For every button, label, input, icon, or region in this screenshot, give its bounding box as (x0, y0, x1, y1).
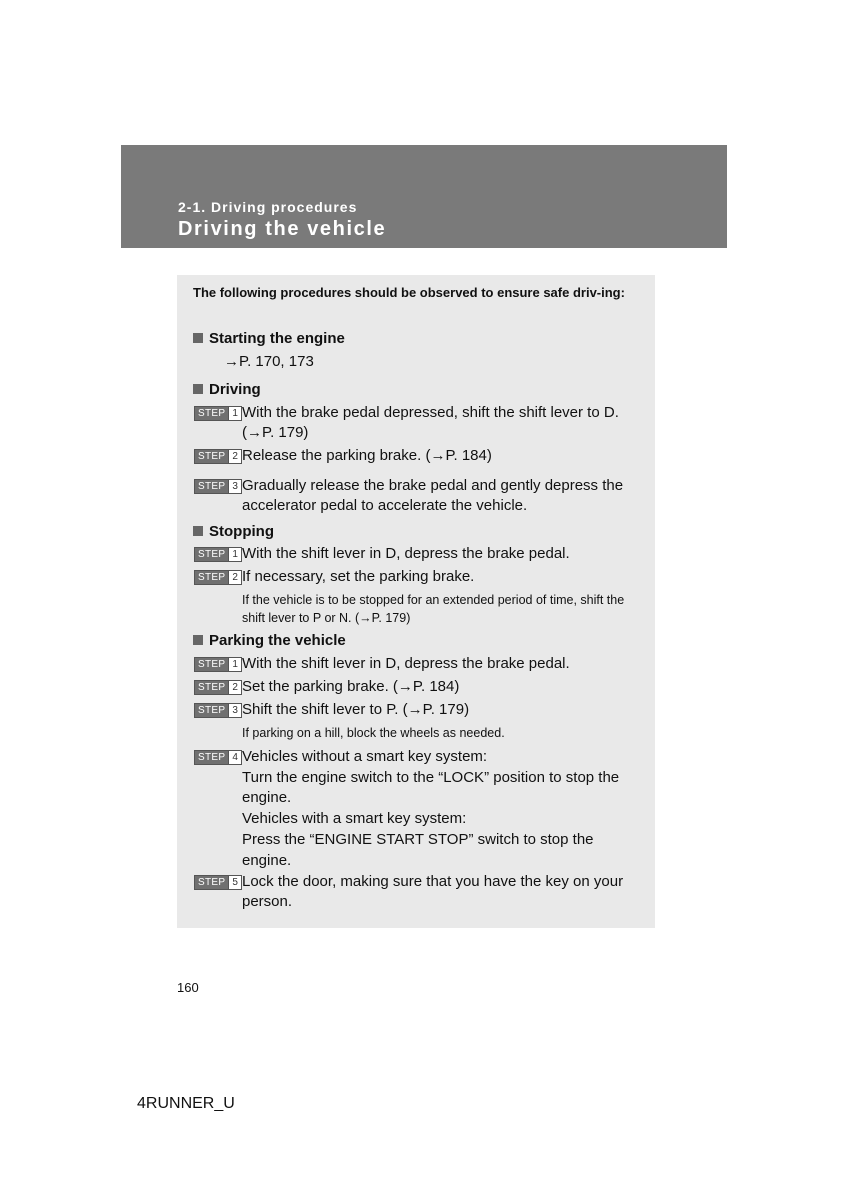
parking-step-3-text: Shift the shift lever to P. (→P. 179) (242, 701, 470, 718)
driving-step-3-text: Gradually release the brake pedal and gently depress the accelerator pedal to accelerate the vehicle. (242, 477, 624, 514)
step-badge: STEP 3 (194, 703, 242, 718)
square-bullet-icon (193, 333, 203, 343)
intro-text: The following procedures should be observed to ensure safe driv-ing: (193, 285, 625, 300)
square-bullet-icon (193, 635, 203, 645)
page-number: 160 (177, 980, 199, 995)
starting-reference: →P. 170, 173 (224, 353, 314, 370)
parking-step-1-text: With the shift lever in D, depress the brake pedal. (242, 655, 570, 672)
step-badge: STEP 1 (194, 406, 242, 421)
driving-step-1-text: With the brake pedal depressed, shift the shift lever to D. (→P. 179) (242, 404, 619, 441)
step-badge: STEP 2 (194, 680, 242, 695)
step-badge: STEP 1 (194, 657, 242, 672)
square-bullet-icon (193, 526, 203, 536)
parking-step-4-text: Vehicles without a smart key system: Turn the engine switch to the “LOCK” position to stop the engine. Vehicles with a smart key system: Press the “ENGINE START STOP” switch to stop the engine. (242, 748, 620, 869)
stopping-step-1-text: With the shift lever in D, depress the brake pedal. (242, 545, 570, 562)
stopping-step-2-note: If the vehicle is to be stopped for an extended period of time, shift the shift lever to P or N. (→P. 179) (242, 593, 625, 625)
procedure-box (177, 275, 655, 928)
step-badge: STEP 4 (194, 750, 242, 765)
heading-stopping: Stopping (193, 523, 274, 540)
driving-step-2-text: Release the parking brake. (→P. 184) (242, 447, 492, 464)
parking-step-2-text: Set the parking brake. (→P. 184) (242, 678, 460, 695)
step-badge: STEP 2 (194, 570, 242, 585)
document-code: 4RUNNER_U (137, 1095, 235, 1112)
step-badge: STEP 3 (194, 479, 242, 494)
step-badge: STEP 2 (194, 449, 242, 464)
heading-parking: Parking the vehicle (193, 632, 346, 649)
section-label: 2-1. Driving procedures (178, 199, 358, 215)
parking-step-3-note: If parking on a hill, block the wheels as needed. (242, 726, 505, 740)
stopping-step-2-text: If necessary, set the parking brake. (242, 568, 475, 585)
chapter-header-band (121, 145, 727, 248)
step-badge: STEP 1 (194, 547, 242, 562)
step-badge: STEP 5 (194, 875, 242, 890)
heading-driving: Driving (193, 381, 261, 398)
parking-step-5-text: Lock the door, making sure that you have the key on your person. (242, 873, 624, 910)
square-bullet-icon (193, 384, 203, 394)
page-title: Driving the vehicle (178, 218, 387, 240)
heading-starting-engine: Starting the engine (193, 330, 345, 347)
